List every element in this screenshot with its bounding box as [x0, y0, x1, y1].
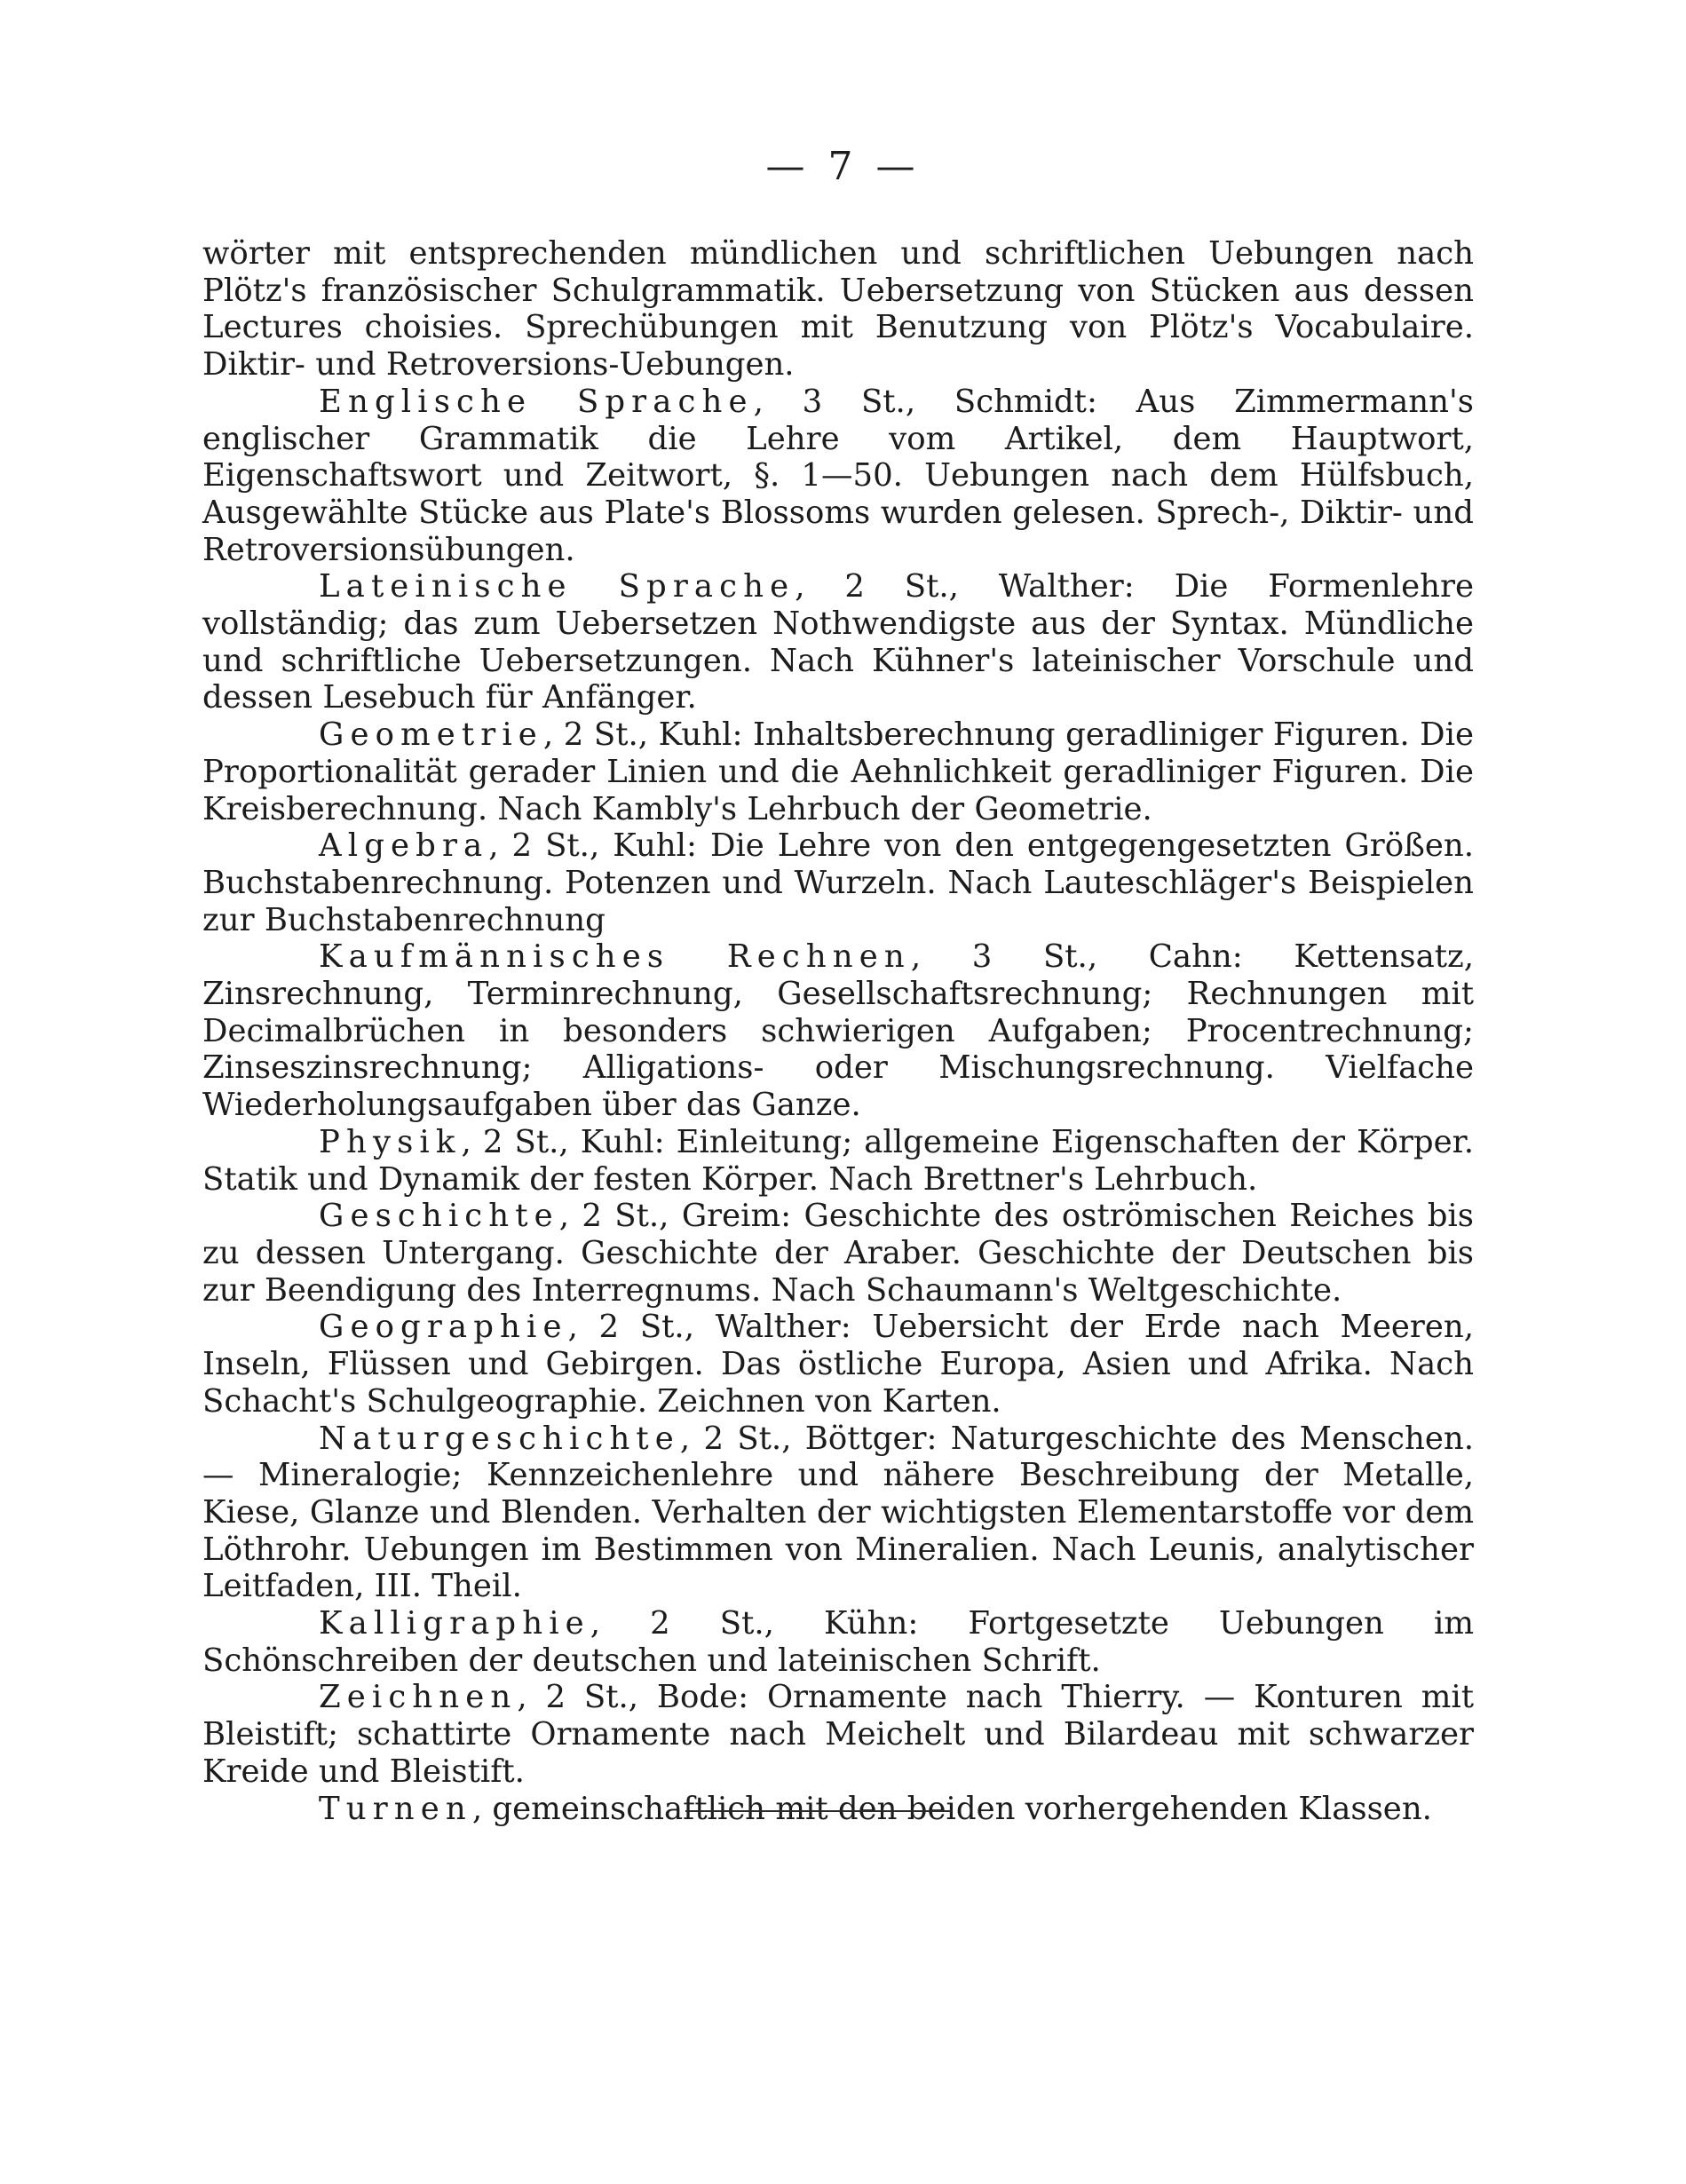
paragraph-natural-history: [202, 1420, 1474, 1606]
paragraph-text: , 2 St., Kühn: Fortgesetzte Uebungen im Schönschreiben der deutschen und lateinischen Schrift.: [202, 1605, 1474, 1679]
paragraph-algebra: [202, 827, 1474, 938]
paragraph-text: , 2 St., Bode: Ornamente nach Thierry. — Konturen mit Bleistift; schattirte Ornamente nach Meichelt und Bilardeau mit schwarzer Kreide und Bleistift.: [202, 1679, 1474, 1790]
paragraph-french-continuation: [202, 235, 1474, 384]
paragraph-drawing: [202, 1679, 1474, 1790]
paragraph-text: , 2 St., Kuhl: Inhaltsberechnung geradliniger Figuren. Die Proportionalität gerader Linien und die Aehnlichkeit geradliniger Figuren. Die Kreisberechnung. Nach Kambly's Lehrbuch der Geometrie.: [202, 716, 1474, 827]
page-number: — 7 —: [765, 144, 921, 189]
section-end-rule: [685, 1810, 952, 1812]
paragraph-text: , 3 St., Cahn: Kettensatz, Zinsrechnung, Terminrechnung, Gesellschaftsrechnung; Rechnungen mit Decimalbrüchen in besonders schwierigen Aufgaben; Procentrechnung; Zinseszinsrechnung; Alligations- oder Mischungsrechnung. Vielfache Wiederholungsaufgaben über das Ganze.: [202, 938, 1475, 1124]
paragraph-gymnastics: [202, 1791, 1474, 1828]
subject-heading: Geschichte: [319, 1198, 559, 1235]
subject-heading: Zeichnen: [319, 1679, 518, 1716]
paragraph-text: , 2 St., Walther: Uebersicht der Erde nach Meeren, Inseln, Flüssen und Gebirgen. Das östliche Europa, Asien und Afrika. Nach Schacht's Schulgeographie. Zeichnen von Karten.: [202, 1309, 1474, 1420]
subject-heading: Physik: [319, 1123, 462, 1160]
paragraph-text: , 2 St., Walther: Die Formenlehre vollständig; das zum Uebersetzen Nothwendigste aus der Syntax. Mündliche und schriftliche Uebersetzungen. Nach Kühner's lateinischer Vorschule und dessen Lesebuch für Anfänger.: [202, 568, 1474, 716]
subject-heading: Geometrie: [319, 716, 543, 754]
subject-heading: Lateinische Sprache: [319, 568, 796, 605]
paragraph-text: , gemeinschaftlich mit den beiden vorhergehenden Klassen.: [471, 1790, 1432, 1827]
subject-heading: Englische Sprache: [319, 383, 754, 420]
subject-heading: Turnen: [319, 1790, 472, 1827]
paragraph-geography: [202, 1309, 1474, 1420]
paragraph-text: , 3 St., Schmidt: Aus Zimmermann's englischer Grammatik die Lehre vom Artikel, dem Hauptwort, Eigenschaftswort und Zeitwort, §. 1—50. Uebungen nach dem Hülfsbuch, Ausgewählte Stücke aus Plate's Blossoms wurden gelesen. Sprech-, Diktir- und Retroversionsübungen.: [202, 383, 1474, 568]
paragraph-text: , 2 St., Greim: Geschichte des oströmischen Reiches bis zu dessen Untergang. Geschichte der Araber. Geschichte der Deutschen bis zur Beendigung des Interregnums. Nach Schaumann's Weltgeschichte.: [202, 1198, 1474, 1309]
paragraph-english: [202, 384, 1474, 569]
document-body: [202, 235, 1474, 1827]
paragraph-text: wörter mit entsprechenden mündlichen und schriftlichen Uebungen nach Plötz's französischer Schulgrammatik. Uebersetzung von Stücken aus dessen Lectures choisies. Sprechübungen mit Benutzung von Plötz's Vocabulaire. Diktir- und Retroversions-Uebungen.: [202, 235, 1474, 384]
paragraph-calligraphy: [202, 1605, 1474, 1679]
paragraph-geometry: [202, 716, 1474, 827]
paragraph-latin: [202, 568, 1474, 716]
subject-heading: Kaufmännisches Rechnen: [319, 938, 911, 976]
paragraph-text: , 2 St., Kuhl: Die Lehre von den entgegengesetzten Größen. Buchstabenrechnung. Potenzen und Wurzeln. Nach Lauteschläger's Beispielen zur Buchstabenrechnung: [202, 827, 1474, 938]
paragraph-text: , 2 St., Böttger: Naturgeschichte des Menschen. — Mineralogie; Kennzeichenlehre und nähere Beschreibung der Metalle, Kiese, Glanze und Blenden. Verhalten der wichtigsten Elementarstoffe vor dem Löthrohr. Uebungen im Bestimmen von Mineralien. Nach Leunis, analytischer Leitfaden, III. Theil.: [202, 1420, 1474, 1605]
paragraph-physics: [202, 1124, 1474, 1198]
paragraph-commercial-arithmetic: [202, 938, 1474, 1124]
subject-heading: Kalligraphie: [319, 1605, 590, 1642]
subject-heading: Geographie: [319, 1309, 568, 1346]
subject-heading: Naturgeschichte: [319, 1420, 680, 1457]
paragraph-history: [202, 1198, 1474, 1309]
subject-heading: Algebra: [319, 827, 489, 865]
paragraph-text: , 2 St., Kuhl: Einleitung; allgemeine Eigenschaften der Körper. Statik und Dynamik der festen Körper. Nach Brettner's Lehrbuch.: [202, 1123, 1474, 1198]
